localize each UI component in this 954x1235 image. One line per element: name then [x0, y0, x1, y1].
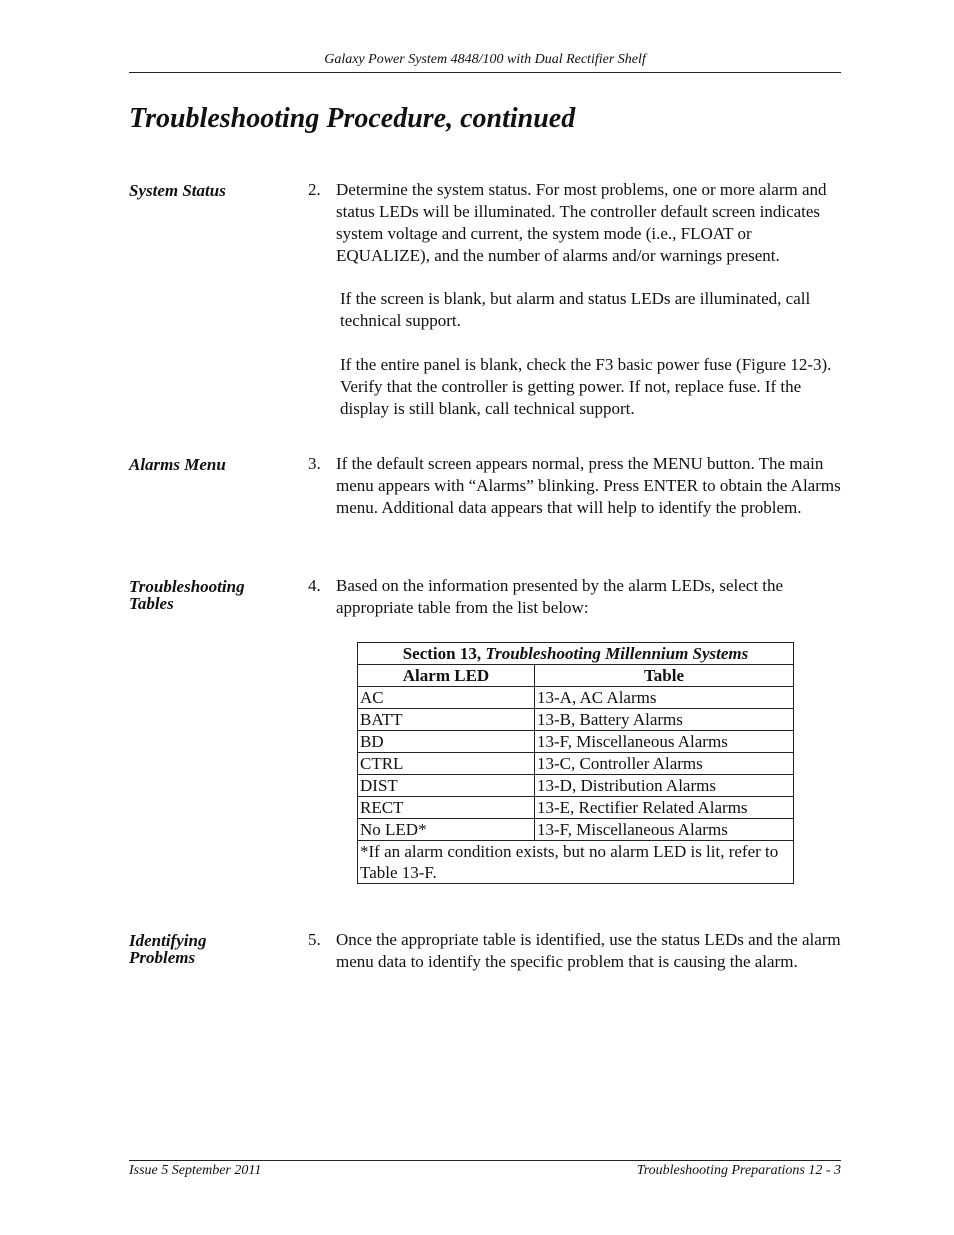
side-label-alarms-menu: Alarms Menu	[129, 455, 226, 474]
column-header-table: Table	[535, 665, 794, 687]
table-row	[358, 731, 794, 753]
table-ref-cell: 13-E, Rectifier Related Alarms	[535, 797, 794, 819]
table-ref-cell: 13-F, Miscellaneous Alarms	[535, 819, 794, 841]
table-caption-row	[358, 643, 794, 665]
table-header-row	[358, 665, 794, 687]
side-label-system-status: System Status	[129, 181, 226, 200]
table-footnote: *If an alarm condition exists, but no alarm LED is lit, refer to Table 13-F.	[358, 841, 794, 884]
table-row	[358, 775, 794, 797]
troubleshooting-tables-text: Based on the information presented by the alarm LEDs, select the appropriate table from the list below:	[336, 576, 784, 617]
system-status-note-2: If the entire panel is blank, check the F3 basic power fuse (Figure 12-3). Verify that the controller is getting power. If not, replace fuse. If the display is still blank, call technical support.	[340, 355, 832, 418]
table-footnote-row	[358, 841, 794, 884]
table-row	[358, 819, 794, 841]
step-number-5: 5.	[308, 930, 321, 949]
side-label-identifying-problems: Identifying Problems	[129, 931, 207, 967]
table-row	[358, 709, 794, 731]
running-header: Galaxy Power System 4848/100 with Dual Rectifier Shelf	[324, 52, 646, 67]
table-caption-prefix: Section 13,	[402, 644, 486, 663]
alarm-led-cell: DIST	[358, 775, 535, 797]
header-rule	[129, 72, 841, 73]
alarm-led-table	[357, 642, 794, 884]
step-number-3: 3.	[308, 454, 321, 473]
table-caption	[358, 643, 794, 665]
column-header-alarm-led: Alarm LED	[358, 665, 535, 687]
alarm-led-cell: BATT	[358, 709, 535, 731]
table-caption-title: Troubleshooting Millennium Systems	[485, 644, 749, 663]
alarm-led-cell: AC	[358, 687, 535, 709]
system-status-note-1: If the screen is blank, but alarm and status LEDs are illuminated, call technical support.	[340, 289, 811, 330]
table-ref-cell: 13-C, Controller Alarms	[535, 753, 794, 775]
alarm-led-cell: No LED*	[358, 819, 535, 841]
table-ref-cell: 13-F, Miscellaneous Alarms	[535, 731, 794, 753]
side-label-troubleshooting-tables: Troubleshooting Tables	[129, 577, 245, 613]
table-row	[358, 797, 794, 819]
step-number-2: 2.	[308, 180, 321, 199]
alarm-led-cell: BD	[358, 731, 535, 753]
step-number-4: 4.	[308, 576, 321, 595]
identifying-problems-text: Once the appropriate table is identified, use the status LEDs and the alarm menu data to identify the specific problem that is causing the alarm.	[336, 930, 841, 971]
alarm-led-cell: CTRL	[358, 753, 535, 775]
table-row	[358, 753, 794, 775]
footer-rule	[129, 1160, 841, 1161]
alarms-menu-text: If the default screen appears normal, press the MENU button. The main menu appears with “Alarms” blinking. Press ENTER to obtain the Alarms menu. Additional data appears that will help to identify the problem.	[336, 454, 841, 517]
system-status-text: Determine the system status. For most problems, one or more alarm and status LEDs will be illuminated. The controller default screen indicates system voltage and current, the system mode (i.e., FLOAT or EQUALIZE), and the number of alarms and/or warnings present.	[336, 180, 827, 265]
alarm-led-cell: RECT	[358, 797, 535, 819]
table-row	[358, 687, 794, 709]
page-title: Troubleshooting Procedure, continued	[129, 103, 576, 134]
table-ref-cell: 13-B, Battery Alarms	[535, 709, 794, 731]
footer-page-ref: Troubleshooting Preparations 12 - 3	[636, 1163, 841, 1178]
table-ref-cell: 13-D, Distribution Alarms	[535, 775, 794, 797]
table-ref-cell: 13-A, AC Alarms	[535, 687, 794, 709]
footer-issue-date: Issue 5 September 2011	[129, 1163, 262, 1178]
